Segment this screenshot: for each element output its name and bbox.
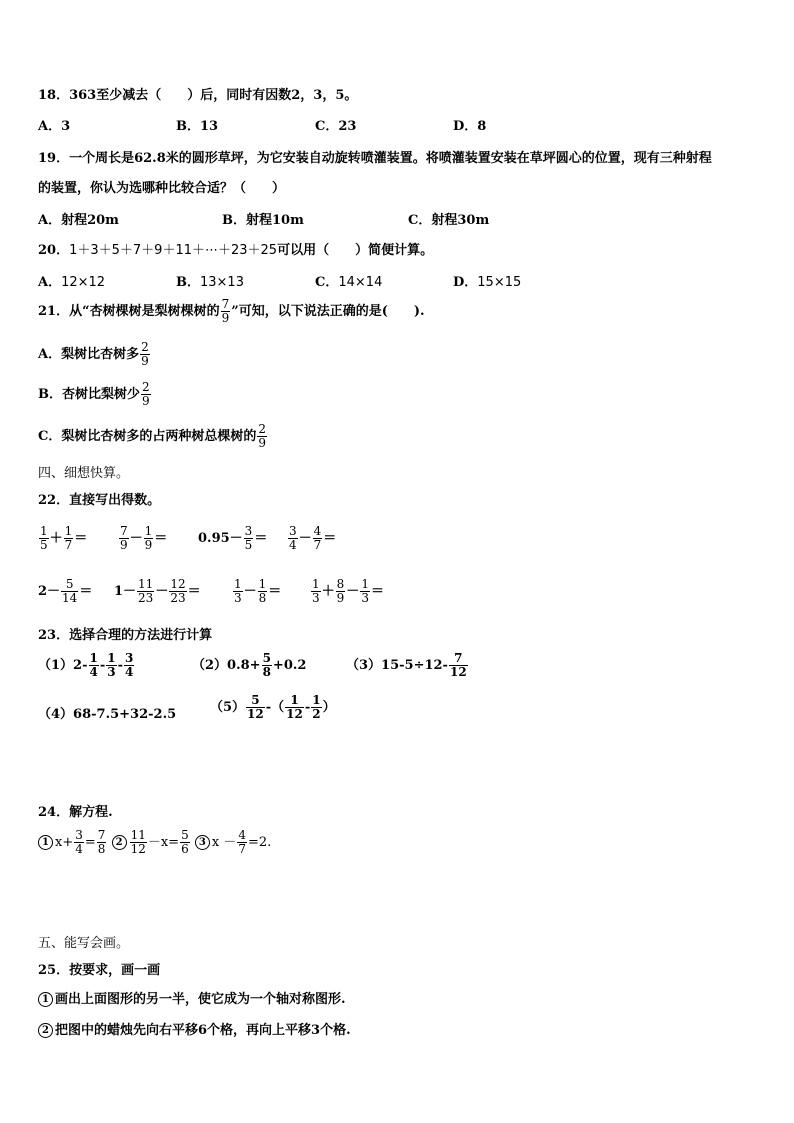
q20-expression: 1＋3＋5＋7＋9＋11＋⋯＋23＋25 (69, 243, 278, 258)
question-19-line2: 的装置，你认为选哪种比较合适？（ ） (38, 181, 286, 196)
q22-r2-a: 2－ $\frac{5}{14}$ ＝ (38, 577, 93, 605)
question-21-stem: 21．从“杏树棵树是梨树棵树的 $\frac{7}{9}$ ”可知，以下说法正确的是( ). (38, 297, 425, 325)
q23-part-2: （2）0.8+ $\frac{5}{8}$ +0.2 (192, 651, 307, 679)
q25-item-2: 2 把图中的蜡烛先向右平移6个格，再向上平移3个格. (38, 1019, 351, 1038)
q22-r1-a: $\frac{1}{5}$ ＋ $\frac{1}{7}$ ＝ (40, 524, 88, 552)
question-25-stem: 25．按要求，画一画 (38, 963, 161, 978)
q18-option-a: A．3 (38, 119, 71, 134)
question-19-line1: 19．一个周长是62.8米的圆形草坪，为它安装自动旋转喷灌装置。将喷灌装置安装在草坪圆心的位置，现有三种射程 (38, 151, 712, 166)
q18-option-b: B．13 (176, 119, 219, 134)
q23-part-3: （3）15-5÷12- $\frac{7}{12}$ (346, 651, 467, 679)
q22-r2-d: $\frac{1}{3}$ ＋ $\frac{8}{9}$ － $\frac{1}{3}$ ＝ (312, 577, 384, 605)
circled-number-3: 3 (195, 835, 210, 850)
circled-number-2: 2 (38, 1023, 53, 1038)
q22-r2-b: 1－ $\frac{11}{23}$ － $\frac{12}{23}$ ＝ (114, 577, 201, 605)
q18-option-d: D．8 (453, 119, 487, 134)
q22-r1-d: $\frac{3}{4}$ － $\frac{4}{7}$ ＝ (289, 524, 337, 552)
circled-number-1: 1 (38, 992, 53, 1007)
q20-rest: 可以用（ ）简便计算。 (277, 243, 434, 258)
q19-option-a: A．射程20m (38, 213, 119, 228)
circled-number-1: 1 (38, 835, 53, 850)
section-4-heading: 四、细想快算。 (38, 466, 130, 481)
q19-option-c: C．射程30m (408, 213, 490, 228)
q22-r2-c: $\frac{1}{3}$ － $\frac{1}{8}$ ＝ (234, 577, 282, 605)
question-20-stem (38, 239, 433, 258)
question-22-stem: 22．直接写出得数。 (38, 493, 161, 508)
q25-item-1: 1 画出上面图形的另一半，使它成为一个轴对称图形. (38, 988, 346, 1007)
question-23-stem: 23．选择合理的方法进行计算 (38, 628, 213, 643)
section-5-heading: 五、能写会画。 (38, 936, 130, 951)
q18-option-c: C．23 (315, 119, 357, 134)
q20-option-a: A．12×12 (38, 275, 106, 290)
q21-fraction: $\frac{7}{9}$ (221, 297, 230, 325)
q23-part-4: （4）68-7.5+32-2.5 (38, 707, 177, 722)
q23-part-1: （1）2- $\frac{1}{4}$ - $\frac{1}{3}$ - $\frac{3}{4}$ (38, 651, 134, 679)
q21-option-b: B．杏树比梨树少 $\frac{2}{9}$ (38, 380, 150, 408)
question-18-stem: 18．363至少减去（ ）后，同时有因数2，3，5。 (38, 88, 358, 103)
q20-option-b: B．13×13 (176, 275, 244, 290)
q22-r1-b: $\frac{7}{9}$ － $\frac{1}{9}$ ＝ (120, 524, 168, 552)
q23-part-5: （5） $\frac{5}{12}$ -（ $\frac{1}{12}$ - $\frac{1}{2}$ ） (210, 693, 336, 721)
q21-option-c: C．梨树比杏树多的占两种树总棵树的 $\frac{2}{9}$ (38, 422, 266, 450)
q19-option-b: B．射程10m (222, 213, 304, 228)
q21-option-a: A．梨树比杏树多 $\frac{2}{9}$ (38, 340, 149, 368)
q20-option-c: C．14×14 (315, 275, 383, 290)
q20-option-d: D．15×15 (453, 275, 522, 290)
circled-number-2: 2 (112, 835, 127, 850)
q20-number: 20． (38, 243, 70, 258)
question-24-stem: 24．解方程. (38, 805, 113, 820)
q22-r1-c: 0.95－ $\frac{3}{5}$ ＝ (198, 524, 268, 552)
q24-equations: 1 x+ $\frac{3}{4}$ = $\frac{7}{8}$ 2 $\frac{11}{12}$ －x= $\frac{5}{6}$ 3 x － $\frac{4}{7}$ =2. (38, 829, 271, 856)
